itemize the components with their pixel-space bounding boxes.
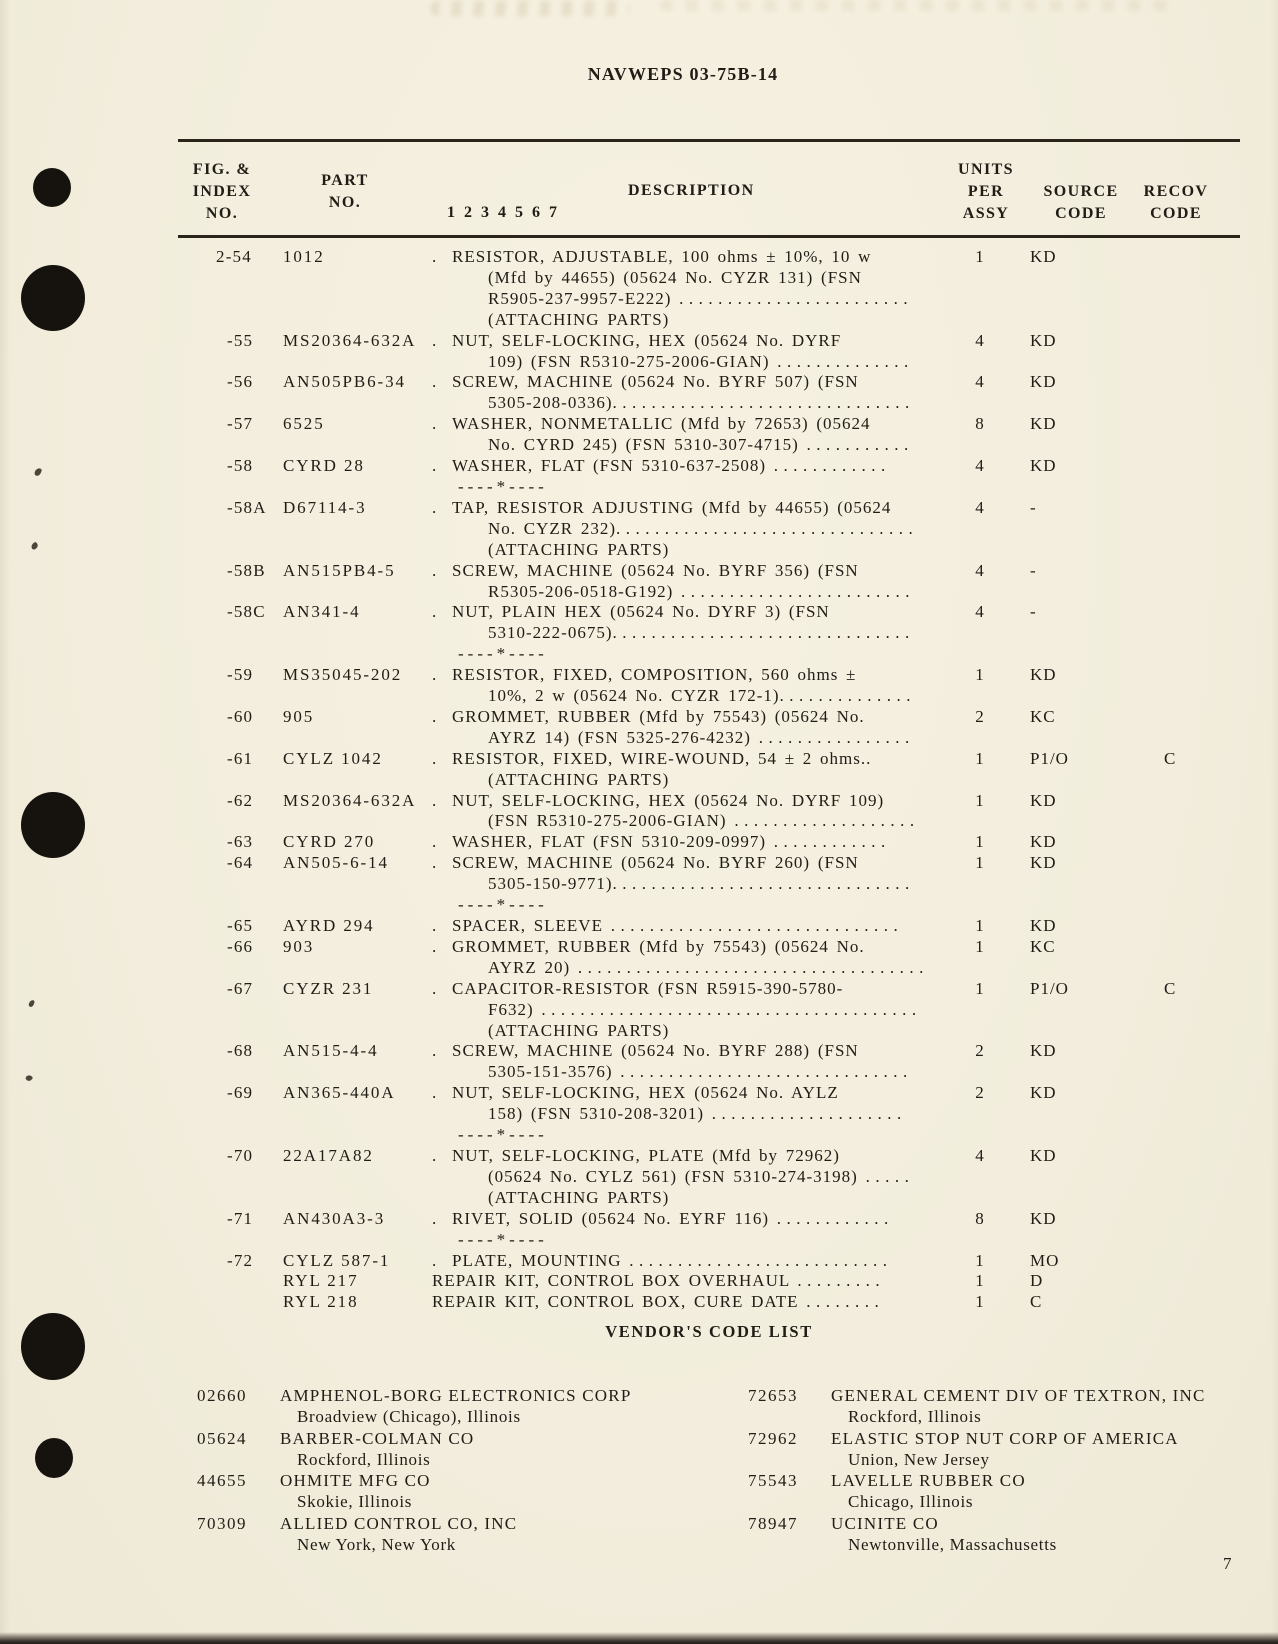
description-cell <box>432 372 956 414</box>
fig-index-no-cell: -58C <box>227 602 266 622</box>
source-code-cell: P1/O <box>1030 978 1069 998</box>
description-line: . NUT, SELF-LOCKING, HEX (05624 No. DYRF 109) <box>432 790 885 810</box>
header-line: INDEX <box>192 183 252 200</box>
ink-speck <box>28 999 35 1007</box>
description-line: . SPACER, SLEEVE .............................. <box>432 916 904 935</box>
header-line: ASSY <box>962 205 1010 222</box>
part-no-cell: 1012 <box>283 247 325 266</box>
recov-code-cell: C <box>1164 748 1177 768</box>
units-per-assy-cell: 1 <box>975 1271 985 1291</box>
description-line: (ATTACHING PARTS) <box>488 309 670 329</box>
part-no-cell: MS35045-202 <box>283 665 403 685</box>
table-row <box>216 853 1240 916</box>
units-per-assy-cell: 1 <box>975 936 985 956</box>
fig-index-no-cell: -58A <box>227 497 267 517</box>
description-line: . NUT, SELF-LOCKING, HEX (05624 No. AYLZ <box>432 1083 839 1103</box>
source-code-cell: KD <box>1030 456 1057 476</box>
fig-index-no-cell: -59 <box>227 665 254 685</box>
description-cell <box>432 456 956 498</box>
description-line: (Mfd by 44655) (05624 No. CYZR 131) (FSN <box>488 267 862 287</box>
description-line: . GROMMET, RUBBER (Mfd by 75543) (05624 No. <box>432 706 865 726</box>
description-line: . NUT, SELF-LOCKING, HEX (05624 No. DYRF <box>432 330 842 350</box>
units-per-assy-cell: 1 <box>975 790 985 810</box>
fig-index-no-cell: -55 <box>227 330 254 350</box>
table-top-rule <box>178 139 1240 142</box>
col-header-fig-index-no <box>162 159 282 225</box>
header-line: FIG. & <box>192 161 252 178</box>
description-line: . RESISTOR, FIXED, WIRE-WOUND, 54 ± 2 ohms.. <box>432 748 872 768</box>
fig-index-no-cell: -57 <box>227 414 254 434</box>
description-cell <box>432 832 956 853</box>
part-no-cell: AN515PB4-5 <box>283 560 396 580</box>
part-no-cell: AYRD 294 <box>283 916 375 935</box>
table-row <box>216 1041 1240 1083</box>
indent-dot: . <box>432 330 438 350</box>
indent-dot: . <box>432 372 438 392</box>
part-no-cell: 903 <box>283 936 315 956</box>
page-number: 7 <box>1223 1554 1232 1573</box>
units-per-assy-cell: 1 <box>975 1292 985 1312</box>
source-code-cell: KD <box>1030 247 1057 266</box>
units-per-assy-cell: 8 <box>975 414 985 434</box>
vendor-code: 72653 <box>748 1386 798 1405</box>
vendor-name: OHMITE MFG CO <box>280 1471 431 1491</box>
header-line: UNITS <box>958 161 1014 178</box>
fig-index-no-cell: -69 <box>227 1083 254 1103</box>
vendor-code: 75543 <box>748 1471 798 1491</box>
vendor-entry <box>748 1470 1206 1513</box>
indent-dot: . <box>432 790 438 810</box>
units-per-assy-cell: 2 <box>975 706 985 726</box>
vendor-name: ALLIED CONTROL CO, INC <box>280 1513 518 1533</box>
fig-index-no-cell: -61 <box>227 748 254 768</box>
hole-punch-mark <box>21 792 85 858</box>
vendor-entry <box>197 1385 631 1428</box>
vendor-col-left <box>197 1385 631 1555</box>
part-no-cell: CYLZ 1042 <box>283 748 383 768</box>
indent-dot: . <box>432 456 438 476</box>
description-line: No. CYRD 245) (FSN 5310-307-4715) ........... <box>488 435 914 455</box>
header-line: PART <box>321 172 369 189</box>
vendor-code: 02660 <box>197 1386 247 1405</box>
header-line: PER <box>967 183 1005 200</box>
description-line: (ATTACHING PARTS) <box>488 1187 670 1207</box>
header-line: NO. <box>328 194 362 211</box>
description-cell <box>432 665 956 707</box>
description-line: 109) (FSN R5310-275-2006-GIAN) .............. <box>488 351 914 371</box>
source-code-cell: KD <box>1030 1208 1057 1228</box>
source-code-cell: KD <box>1030 1145 1057 1165</box>
description-line: 5310-222-0675)............................... <box>488 623 915 643</box>
group-separator: ----*---- <box>458 1125 548 1145</box>
vendor-line <box>197 1428 631 1449</box>
indent-dot: . <box>432 1041 438 1061</box>
description-cell <box>432 1041 956 1083</box>
indent-dot: . <box>432 748 438 768</box>
source-code-cell: KD <box>1030 790 1057 810</box>
vendor-name: LAVELLE RUBBER CO <box>831 1471 1026 1491</box>
description-line: (05624 No. CYLZ 561) (FSN 5310-274-3198) ..... <box>488 1166 915 1186</box>
vendor-code: 05624 <box>197 1428 247 1448</box>
fig-index-no-cell: -67 <box>227 978 254 998</box>
vendor-line <box>748 1513 1206 1534</box>
indent-dot: . <box>432 1208 438 1228</box>
indent-dot: . <box>432 497 438 517</box>
description-line: 5305-150-9771)............................... <box>488 874 915 894</box>
description-line: . NUT, PLAIN HEX (05624 No. DYRF 3) (FSN <box>432 602 830 622</box>
source-code-cell: MO <box>1030 1250 1060 1270</box>
table-row <box>216 331 1240 373</box>
part-no-cell: 22A17A82 <box>283 1145 374 1165</box>
description-line: . WASHER, FLAT (FSN 5310-209-0997) ............ <box>432 832 891 852</box>
parts-table-body <box>216 247 1240 1313</box>
source-code-cell: - <box>1030 560 1037 580</box>
fig-index-no-cell: -64 <box>227 853 254 873</box>
part-no-cell: RYL 217 <box>283 1271 359 1291</box>
table-row <box>216 979 1240 1042</box>
part-no-cell: D67114-3 <box>283 497 367 517</box>
description-line: (ATTACHING PARTS) <box>488 1020 670 1040</box>
col-header-part-no <box>285 170 405 214</box>
vendor-name: GENERAL CEMENT DIV OF TEXTRON, INC <box>831 1386 1206 1405</box>
table-row <box>216 1271 1240 1292</box>
table-row <box>216 372 1240 414</box>
table-row <box>216 1292 1240 1313</box>
vendor-city: New York, New York <box>297 1535 457 1555</box>
table-row <box>216 1146 1240 1209</box>
source-code-cell: KD <box>1030 330 1057 350</box>
source-code-cell: KD <box>1030 1041 1057 1061</box>
description-cell <box>432 1146 956 1209</box>
description-line: R5905-237-9957-E222) ........................ <box>488 288 914 308</box>
page-edge-shadow-bottom <box>0 1632 1278 1644</box>
description-line: (ATTACHING PARTS) <box>488 539 670 559</box>
indent-dot: . <box>432 1250 438 1270</box>
source-code-cell: - <box>1030 497 1037 517</box>
part-no-cell: RYL 218 <box>283 1292 359 1312</box>
description-line: . TAP, RESISTOR ADJUSTING (Mfd by 44655) (05624 <box>432 497 892 517</box>
description-line: AYRZ 20) .................................... <box>488 957 929 977</box>
table-row <box>216 1083 1240 1146</box>
fig-index-no-cell: -56 <box>227 372 254 392</box>
vendor-name: AMPHENOL-BORG ELECTRONICS CORP <box>280 1386 632 1405</box>
fig-index-no-cell: -62 <box>227 790 254 810</box>
description-cell <box>432 561 956 603</box>
units-per-assy-cell: 1 <box>975 978 985 998</box>
hole-punch-mark <box>35 1438 73 1478</box>
fig-index-no-cell: -68 <box>227 1041 254 1061</box>
fig-index-no-cell: -72 <box>227 1250 254 1270</box>
description-line: (ATTACHING PARTS) <box>488 769 670 789</box>
vendor-city: Skokie, Illinois <box>297 1492 413 1512</box>
indent-dot: . <box>432 706 438 726</box>
part-no-cell: AN365-440A <box>283 1083 396 1103</box>
vendor-city: Rockford, Illinois <box>848 1407 982 1427</box>
source-code-cell: KD <box>1030 832 1057 852</box>
description-cell <box>432 414 956 456</box>
vendor-line <box>748 1385 1206 1406</box>
table-row <box>216 937 1240 979</box>
fig-index-no-cell: -65 <box>227 916 254 935</box>
description-cell <box>432 937 956 979</box>
vendor-name: BARBER-COLMAN CO <box>280 1428 475 1448</box>
part-no-cell: AN505-6-14 <box>283 853 389 873</box>
units-per-assy-cell: 4 <box>975 456 985 476</box>
description-line: . PLATE, MOUNTING ........................... <box>432 1250 893 1270</box>
fig-index-no-cell: 2-54 <box>216 247 252 266</box>
page-edge-shadow-left <box>0 0 10 1644</box>
source-code-cell: KD <box>1030 853 1057 873</box>
description-cell <box>432 979 956 1042</box>
description-line: REPAIR KIT, CONTROL BOX OVERHAUL ......... <box>432 1271 886 1291</box>
description-line: REPAIR KIT, CONTROL BOX, CURE DATE ........ <box>432 1292 885 1312</box>
source-code-cell: P1/O <box>1030 748 1069 768</box>
units-per-assy-cell: 1 <box>975 748 985 768</box>
vendor-city: Union, New Jersey <box>848 1449 990 1469</box>
description-line: 158) (FSN 5310-208-3201) .................... <box>488 1104 907 1124</box>
source-code-cell: KC <box>1030 936 1056 956</box>
hole-punch-mark <box>21 1313 85 1380</box>
source-code-cell: KD <box>1030 372 1057 392</box>
table-row <box>216 1251 1240 1272</box>
indent-dot: . <box>432 602 438 622</box>
table-row <box>216 1209 1240 1251</box>
part-no-cell: AN341-4 <box>283 602 361 622</box>
table-row <box>216 498 1240 561</box>
units-per-assy-cell: 4 <box>975 497 985 517</box>
part-no-cell: 905 <box>283 706 315 726</box>
part-no-cell: AN430A3-3 <box>283 1208 386 1228</box>
vendor-city: Chicago, Illinois <box>848 1492 974 1512</box>
header-line: NO. <box>205 205 239 222</box>
description-line: 10%, 2 w (05624 No. CYZR 172-1).............. <box>488 686 917 706</box>
fig-index-no-cell: -66 <box>227 936 254 956</box>
indent-dot: . <box>432 916 438 935</box>
units-per-assy-cell: 1 <box>975 247 985 266</box>
description-cell <box>432 331 956 373</box>
description-line: . WASHER, NONMETALLIC (Mfd by 72653) (05624 <box>432 414 871 434</box>
part-no-cell: CYZR 231 <box>283 978 374 998</box>
table-row <box>216 791 1240 833</box>
fig-index-no-cell: -58 <box>227 456 254 476</box>
units-per-assy-cell: 4 <box>975 330 985 350</box>
table-row <box>216 561 1240 603</box>
description-line: . RIVET, SOLID (05624 No. EYRF 116) ............ <box>432 1208 894 1228</box>
vendor-line <box>197 1385 631 1406</box>
part-no-cell: CYRD 270 <box>283 832 376 852</box>
description-line: 5305-151-3576) .............................. <box>488 1062 913 1082</box>
document-number-header: NAVWEPS 03-75B-14 <box>587 64 779 84</box>
table-row <box>216 707 1240 749</box>
header-line: SOURCE <box>1043 183 1119 200</box>
source-code-cell: KD <box>1030 665 1057 685</box>
units-per-assy-cell: 4 <box>975 1145 985 1165</box>
description-cell <box>432 749 956 791</box>
table-row <box>216 414 1240 456</box>
indent-dot: . <box>432 978 438 998</box>
source-code-cell: D <box>1030 1271 1044 1291</box>
fig-index-no-cell: -58B <box>227 560 266 580</box>
hole-punch-mark <box>21 265 85 331</box>
description-line: . SCREW, MACHINE (05624 No. BYRF 260) (FSN <box>432 853 859 873</box>
description-indent-level-numbers: 1 2 3 4 5 6 7 <box>447 204 560 221</box>
table-row <box>216 916 1240 937</box>
units-per-assy-cell: 2 <box>975 1041 985 1061</box>
vendor-code: 78947 <box>748 1513 798 1533</box>
description-cell <box>432 247 956 331</box>
description-line: 5305-208-0336)............................... <box>488 393 915 413</box>
indent-dot: . <box>432 1145 438 1165</box>
top-edge-ink-smudge <box>660 0 1180 11</box>
vendor-entry <box>197 1513 631 1556</box>
vendor-name: ELASTIC STOP NUT CORP OF AMERICA <box>831 1428 1179 1448</box>
description-line: . RESISTOR, ADJUSTABLE, 100 ohms ± 10%, 10 w <box>432 247 872 266</box>
part-no-cell: CYLZ 587-1 <box>283 1250 391 1270</box>
source-code-cell: KD <box>1030 916 1057 935</box>
units-per-assy-cell: 2 <box>975 1083 985 1103</box>
ink-speck <box>25 1074 33 1082</box>
indent-dot: . <box>432 832 438 852</box>
indent-dot: . <box>432 1083 438 1103</box>
units-per-assy-cell: 4 <box>975 372 985 392</box>
description-line: No. CYZR 232)............................... <box>488 518 919 538</box>
table-header-rule <box>178 235 1240 238</box>
vendor-city: Newtonville, Massachusetts <box>848 1535 1057 1555</box>
units-per-assy-cell: 1 <box>975 916 985 935</box>
description-line: R5305-206-0518-G192) ........................ <box>488 581 916 601</box>
part-no-cell: MS20364-632A <box>283 790 417 810</box>
vendor-entry <box>748 1428 1206 1471</box>
vendor-city: Broadview (Chicago), Illinois <box>297 1407 521 1427</box>
description-line: (FSN R5310-275-2006-GIAN) ................... <box>488 811 920 831</box>
description-line: . SCREW, MACHINE (05624 No. BYRF 507) (FSN <box>432 372 859 392</box>
table-row <box>216 749 1240 791</box>
table-row <box>216 602 1240 665</box>
description-line: . SCREW, MACHINE (05624 No. BYRF 288) (FSN <box>432 1041 859 1061</box>
vendor-line <box>748 1428 1206 1449</box>
table-row <box>216 665 1240 707</box>
units-per-assy-cell: 1 <box>975 853 985 873</box>
indent-dot: . <box>432 936 438 956</box>
group-separator: ----*---- <box>458 895 548 915</box>
part-no-cell: CYRD 28 <box>283 456 365 476</box>
description-cell <box>432 1209 956 1251</box>
header-line: CODE <box>1150 205 1202 222</box>
description-line: F632) ....................................... <box>488 999 922 1019</box>
col-header-description: DESCRIPTION <box>628 182 755 199</box>
source-code-cell: KD <box>1030 414 1057 434</box>
indent-dot: . <box>432 853 438 873</box>
vendor-entry <box>748 1513 1206 1556</box>
units-per-assy-cell: 1 <box>975 665 985 685</box>
units-per-assy-cell: 1 <box>975 832 985 852</box>
indent-dot: . <box>432 665 438 685</box>
description-line: . RESISTOR, FIXED, COMPOSITION, 560 ohms ± <box>432 665 857 685</box>
part-no-cell: AN505PB6-34 <box>283 372 406 392</box>
description-line: . NUT, SELF-LOCKING, PLATE (Mfd by 72962) <box>432 1145 840 1165</box>
units-per-assy-cell: 4 <box>975 560 985 580</box>
units-per-assy-cell: 8 <box>975 1208 985 1228</box>
units-per-assy-cell: 1 <box>975 1250 985 1270</box>
group-separator: ----*---- <box>458 644 548 664</box>
description-cell <box>432 707 956 749</box>
description-cell <box>432 498 956 561</box>
vendor-entry <box>748 1385 1206 1428</box>
header-line: RECOV <box>1143 183 1209 200</box>
group-separator: ----*---- <box>458 476 548 496</box>
ink-speck <box>34 467 42 477</box>
part-no-cell: AN515-4-4 <box>283 1041 379 1061</box>
recov-code-cell: C <box>1164 978 1177 998</box>
table-row <box>216 832 1240 853</box>
vendor-col-right <box>748 1385 1206 1555</box>
vendor-code: 72962 <box>748 1428 798 1448</box>
vendor-entry <box>197 1428 631 1471</box>
vendor-line <box>197 1513 631 1534</box>
description-line: . CAPACITOR-RESISTOR (FSN R5915-390-5780- <box>432 978 844 998</box>
table-row <box>216 456 1240 498</box>
vendor-name: UCINITE CO <box>831 1513 939 1533</box>
vendor-code: 44655 <box>197 1471 247 1491</box>
top-edge-ink-smudge <box>430 1 630 16</box>
table-row <box>216 247 1240 331</box>
vendor-line <box>197 1470 631 1491</box>
group-separator: ----*---- <box>458 1229 548 1249</box>
indent-dot: . <box>432 414 438 434</box>
description-cell <box>432 1083 956 1146</box>
description-line: . GROMMET, RUBBER (Mfd by 75543) (05624 No. <box>432 936 865 956</box>
hole-punch-mark <box>33 168 71 207</box>
header-line: CODE <box>1055 205 1107 222</box>
fig-index-no-cell: -70 <box>227 1145 254 1165</box>
source-code-cell: C <box>1030 1292 1043 1312</box>
description-cell <box>432 1251 956 1272</box>
fig-index-no-cell: -71 <box>227 1208 254 1228</box>
description-cell <box>432 1292 956 1313</box>
indent-dot: . <box>432 560 438 580</box>
description-cell <box>432 916 956 937</box>
indent-dot: . <box>432 247 438 266</box>
vendor-entry <box>197 1470 631 1513</box>
fig-index-no-cell: -60 <box>227 706 254 726</box>
source-code-cell: KC <box>1030 706 1056 726</box>
fig-index-no-cell: -63 <box>227 832 254 852</box>
ink-speck <box>30 542 39 551</box>
description-line: . SCREW, MACHINE (05624 No. BYRF 356) (FSN <box>432 560 859 580</box>
description-cell <box>432 602 956 665</box>
page-edge-shadow-right <box>1270 0 1278 1644</box>
units-per-assy-cell: 4 <box>975 602 985 622</box>
vendor-line <box>748 1470 1206 1491</box>
part-no-cell: 6525 <box>283 414 325 434</box>
description-cell <box>432 791 956 833</box>
col-header-recov-code <box>1116 181 1236 225</box>
description-cell <box>432 1271 956 1292</box>
description-line: AYRZ 14) (FSN 5325-276-4232) ................ <box>488 727 915 747</box>
description-line: . WASHER, FLAT (FSN 5310-637-2508) ............ <box>432 456 891 476</box>
vendor-city: Rockford, Illinois <box>297 1449 431 1469</box>
vendor-code: 70309 <box>197 1513 247 1533</box>
vendors-code-list-title: VENDOR'S CODE LIST <box>605 1322 813 1341</box>
description-cell <box>432 853 956 916</box>
part-no-cell: MS20364-632A <box>283 330 417 350</box>
source-code-cell: KD <box>1030 1083 1057 1103</box>
source-code-cell: - <box>1030 602 1037 622</box>
